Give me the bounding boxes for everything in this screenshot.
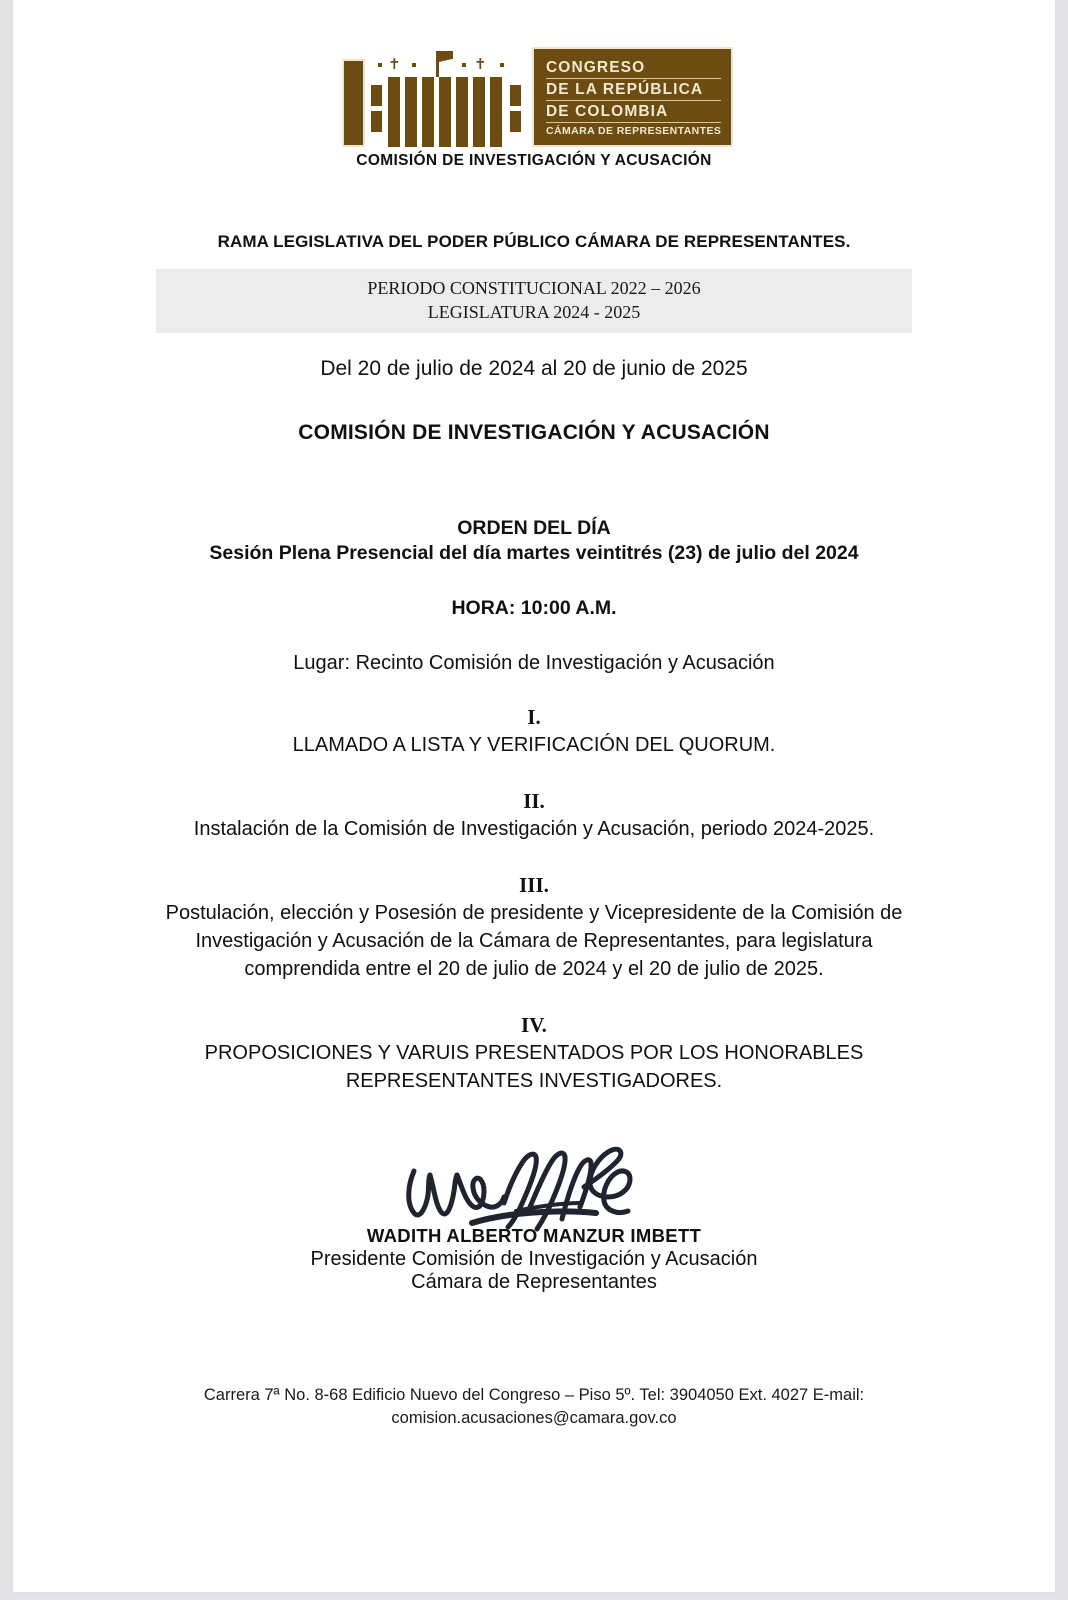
birds-and-flag-group xyxy=(378,51,528,77)
footer-email-line: comision.acusaciones@camara.gov.co xyxy=(391,1409,677,1427)
legislatura-line: LEGISLATURA 2024 - 2025 xyxy=(427,302,641,322)
agenda-item-2 xyxy=(13,789,1055,843)
document-page xyxy=(12,0,1056,1593)
agenda-item-4 xyxy=(13,1013,1055,1095)
agenda-item-text: Postulación, elección y Posesión de presidente y Vicepresidente de la Comisión de Investigación y Acusación de la Cámara de Representantes, para legislatura comprendida entre el 20 de julio de 2024 y el 20 de julio de 2025. xyxy=(165,902,903,980)
agenda-item-numeral: II. xyxy=(523,789,545,813)
lugar-line: Lugar: Recinto Comisión de Investigación y Acusación xyxy=(293,652,775,674)
document-footer xyxy=(13,1384,1055,1430)
flagpole-icon xyxy=(436,51,439,77)
colonnade-graphic xyxy=(340,47,532,147)
dot-icon xyxy=(462,63,466,67)
sesion-line: Sesión Plena Presencial del día martes veintitrés (23) de julio del 2024 xyxy=(209,542,859,564)
logo-plaque xyxy=(532,47,733,147)
agenda-item-text: PROPOSICIONES Y VARUIS PRESENTADOS POR LOS HONORABLES REPRESENTANTES INVESTIGADORES. xyxy=(204,1042,864,1092)
agenda-item-3 xyxy=(13,873,1055,983)
rama-legislativa-heading: RAMA LEGISLATIVA DEL PODER PÚBLICO CÁMARA DE REPRESENTANTES. xyxy=(217,232,851,251)
periodo-constitucional-line: PERIODO CONSTITUCIONAL 2022 – 2026 xyxy=(367,278,701,298)
congress-logo xyxy=(13,47,1055,147)
dot-icon xyxy=(378,63,382,67)
signatory-role: Presidente Comisión de Investigación y Acusación xyxy=(310,1248,758,1270)
agenda-item-numeral: IV. xyxy=(521,1013,547,1037)
signatory-organization: Cámara de Representantes xyxy=(411,1271,657,1293)
dot-icon xyxy=(412,63,416,67)
bird-icon: ✝ xyxy=(388,55,401,73)
rango-fechas-line: Del 20 de julio de 2024 al 20 de junio de 2025 xyxy=(320,357,748,380)
signatory-name: WADITH ALBERTO MANZUR IMBETT xyxy=(366,1225,702,1246)
agenda-item-text: Instalación de la Comisión de Investigación y Acusación, periodo 2024-2025. xyxy=(193,818,875,840)
agenda-item-text: LLAMADO A LISTA Y VERIFICACIÓN DEL QUORUM. xyxy=(292,734,776,756)
agenda-item-numeral: III. xyxy=(519,873,549,897)
bird-icon: ✝ xyxy=(474,55,487,73)
signature-block xyxy=(13,1151,1055,1294)
dot-icon xyxy=(500,63,504,67)
comision-title: COMISIÓN DE INVESTIGACIÓN Y ACUSACIÓN xyxy=(298,421,770,444)
orden-del-dia-heading: ORDEN DEL DÍA xyxy=(457,517,611,539)
agenda-item-numeral: I. xyxy=(527,705,541,729)
plaque-line-3: DE COLOMBIA xyxy=(546,103,721,123)
flag-icon xyxy=(439,51,453,62)
agenda-item-1 xyxy=(13,705,1055,759)
footer-address-line: Carrera 7ª No. 8-68 Edificio Nuevo del Congreso – Piso 5º. Tel: 3904050 Ext. 4027 E-mail: xyxy=(203,1386,865,1404)
plaque-subline: CÁMARA DE REPRESENTANTES xyxy=(546,124,722,137)
periodo-band xyxy=(156,269,912,333)
plaque-line-2: DE LA REPÚBLICA xyxy=(546,81,721,101)
hora-line: HORA: 10:00 A.M. xyxy=(451,597,617,619)
plaque-line-1: CONGRESO xyxy=(546,59,721,79)
logo-caption: COMISIÓN DE INVESTIGACIÓN Y ACUSACIÓN xyxy=(356,152,712,169)
